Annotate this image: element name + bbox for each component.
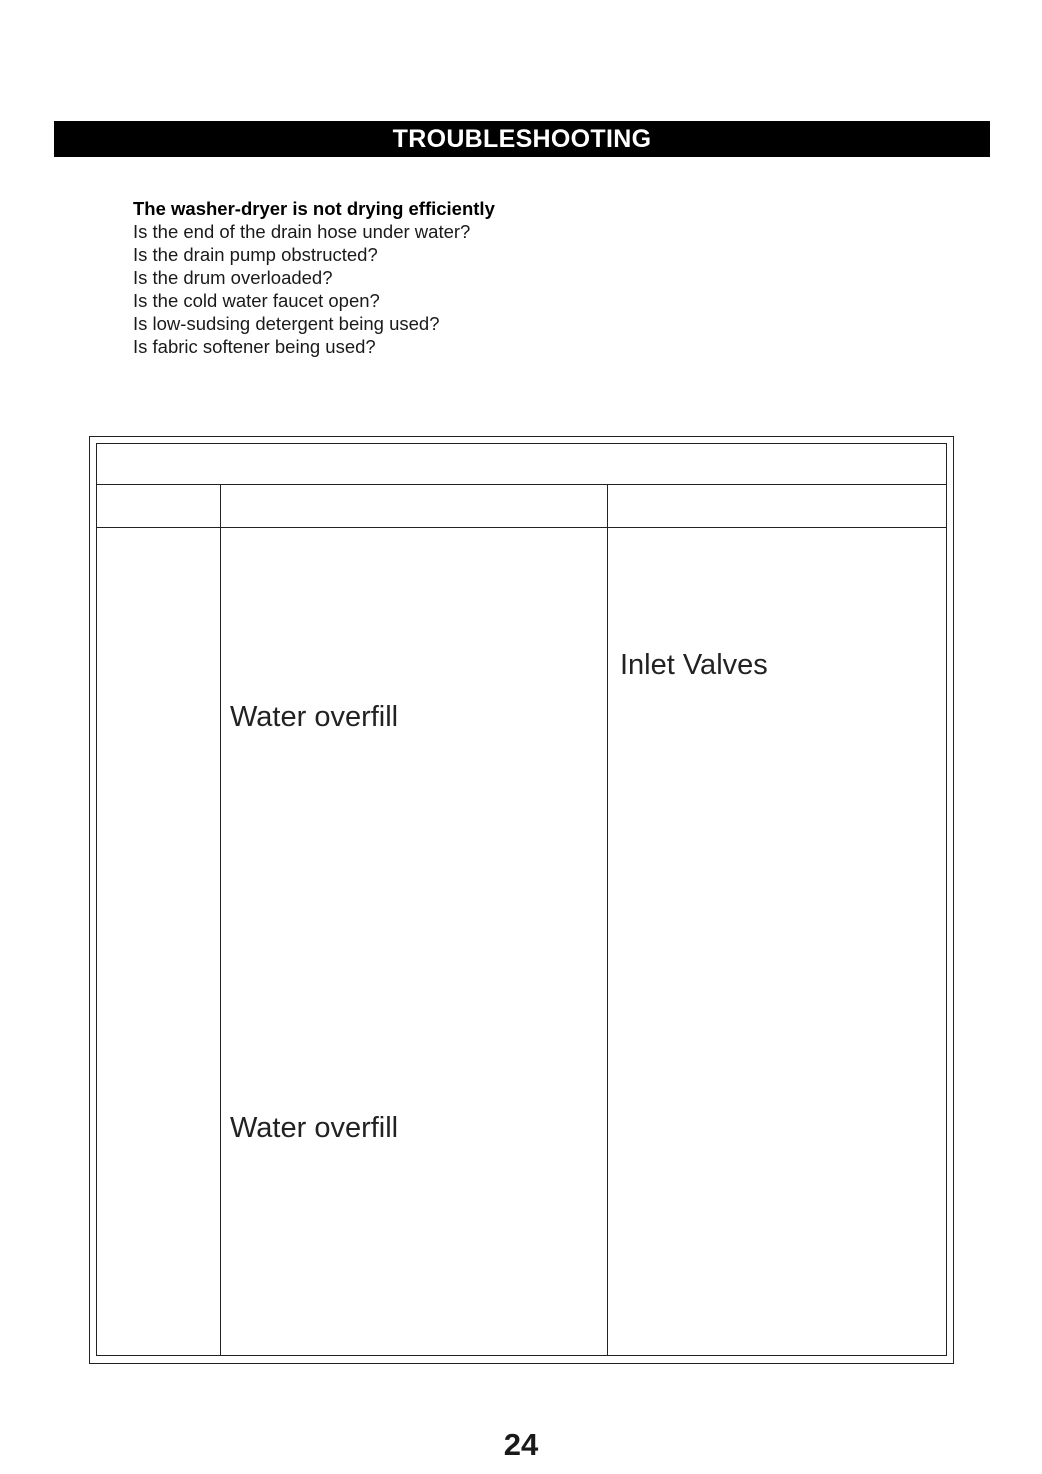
table-cell-symptom: Water overfill bbox=[230, 701, 399, 733]
troubleshooting-table-frame bbox=[89, 436, 954, 1364]
faq-question: Is the end of the drain hose under water? bbox=[133, 221, 471, 242]
table-header-divider-2 bbox=[96, 527, 947, 528]
table-cell-part: Inlet Valves bbox=[620, 649, 768, 681]
faq-question: Is the drain pump obstructed? bbox=[133, 244, 378, 265]
table-column-divider-2 bbox=[607, 484, 608, 1356]
faq-question: Is the drum overloaded? bbox=[133, 267, 333, 288]
table-inner-bottom-border bbox=[96, 1355, 947, 1356]
table-inner-top-border bbox=[96, 443, 947, 444]
faq-question: Is the cold water faucet open? bbox=[133, 290, 380, 311]
section-title-bar bbox=[54, 121, 990, 157]
table-column-divider-1 bbox=[220, 484, 221, 1356]
table-cell-symptom: Water overfill bbox=[230, 1112, 399, 1144]
faq-question: Is fabric softener being used? bbox=[133, 336, 376, 357]
table-inner-right-border bbox=[946, 443, 947, 1356]
faq-heading: The washer-dryer is not drying efficiently bbox=[133, 198, 495, 219]
section-title: TROUBLESHOOTING bbox=[392, 125, 652, 153]
faq-question: Is low-sudsing detergent being used? bbox=[133, 313, 440, 334]
table-header-divider-1 bbox=[96, 484, 947, 485]
table-inner-left-border bbox=[96, 443, 97, 1356]
troubleshooting-faq bbox=[133, 197, 833, 358]
page-number: 24 bbox=[503, 1427, 539, 1462]
